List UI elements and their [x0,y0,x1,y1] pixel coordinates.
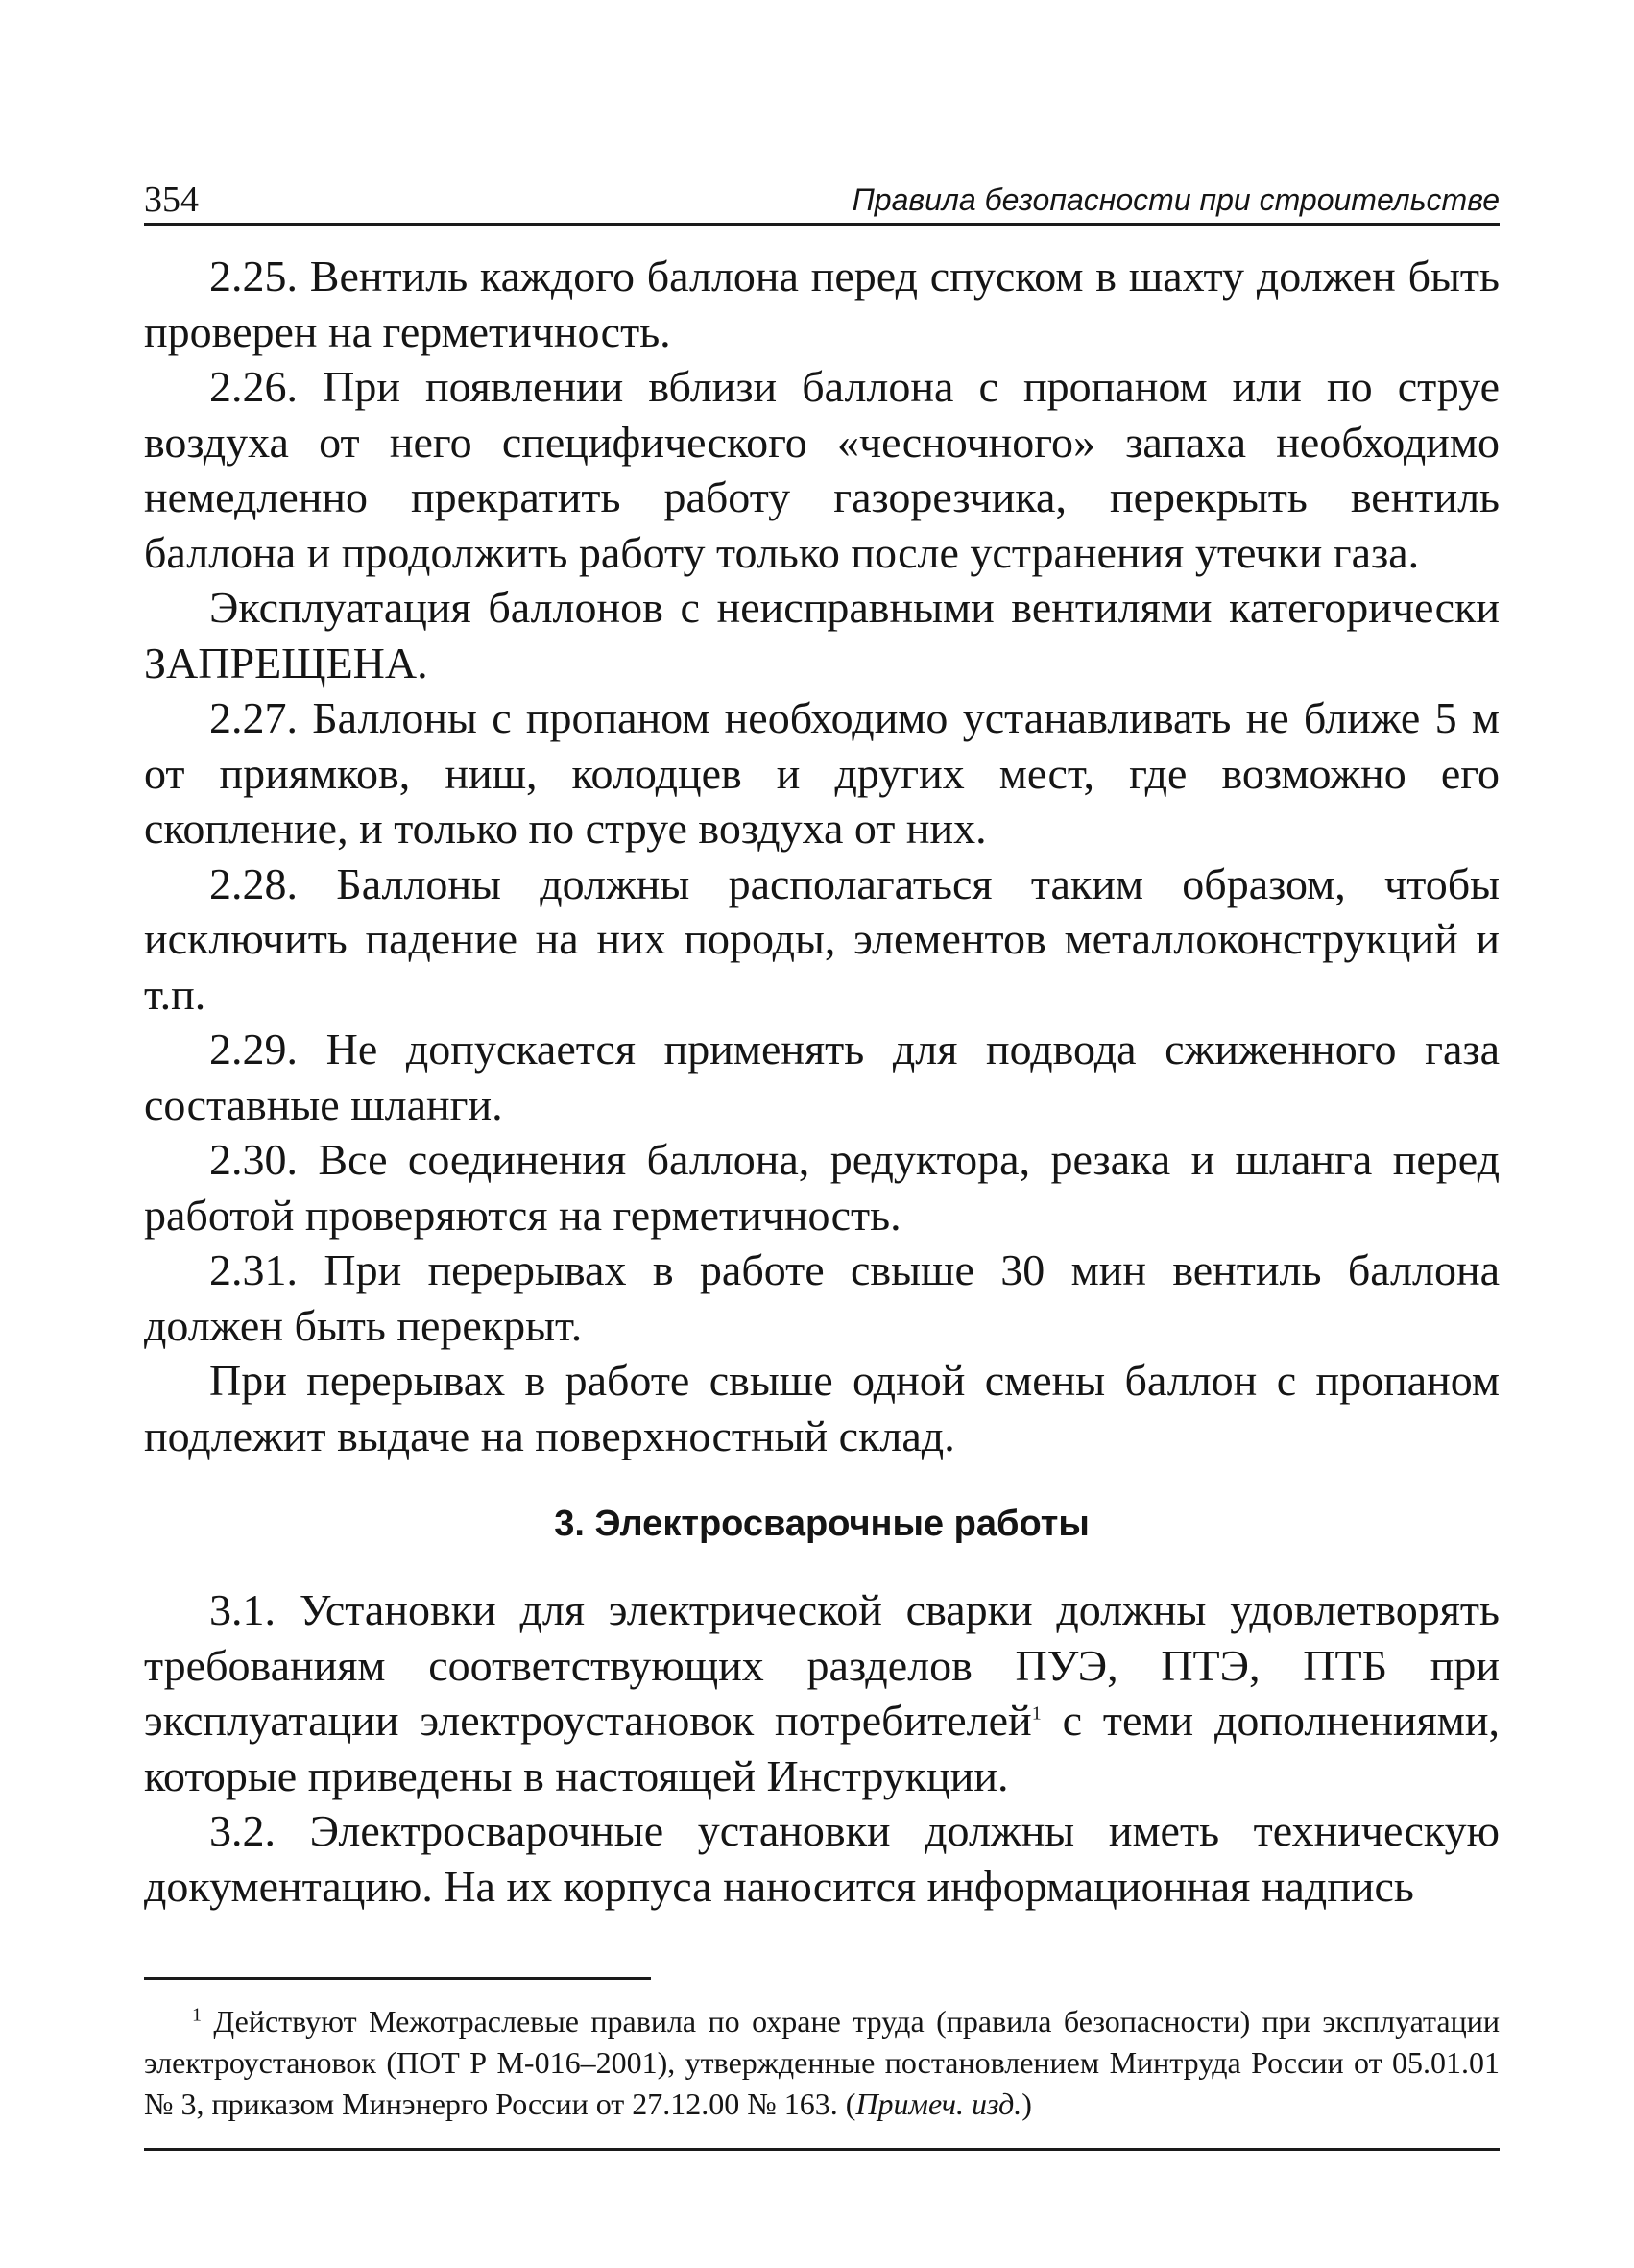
paragraph-3-1-text: 3.1. Установки для электрической сварки должны удовлетворять требованиям соответствующих разделов ПУЭ, ПТЭ, ПТБ при эксплуатации электроустановок потребителей [144,1585,1500,1745]
footnote-editor-note: Примеч. изд. [855,2087,1022,2121]
page-number: 354 [144,180,199,220]
footnote-mark: 1 [192,2004,202,2026]
book-page [144,173,1500,2151]
footnote [144,2001,1500,2125]
footnote-separator [144,1977,651,1980]
running-title: Правила безопасности при строительстве [852,182,1500,217]
paragraph-shift-break: При перерывах в работе свыше одной смены баллон с пропаном подлежит выдаче на поверхностный склад. [144,1356,1500,1460]
paragraph-3-2: 3.2. Электросварочные установки должны иметь техническую документацию. На их корпуса наносится информационная надпись [144,1806,1500,1911]
body-text [144,249,1500,1914]
paragraph-3-1 [144,1582,1500,1803]
footnote-close-paren: ) [1021,2087,1032,2121]
bottom-rule [144,2148,1500,2151]
paragraph-2-25: 2.25. Вентиль каждого баллона перед спуском в шахту должен быть проверен на герметичность. [144,252,1500,356]
section-heading: 3. Электросварочные работы [554,1504,1090,1544]
footnote-text: Действуют Межотраслевые правила по охране труда (правила безопасности) при эксплуатации электроустановок (ПОТ Р М-016–2001), утвержденные постановлением Минтруда России от 05.01.01 № 3, приказом Минэнерго России от 27.12.00 № 163. ( [144,2004,1500,2121]
paragraph-exploitation-prohibited: Эксплуатация баллонов с неисправными вентилями категорически ЗАПРЕЩЕНА. [144,583,1500,688]
paragraph-2-31: 2.31. При перерывах в работе свыше 30 мин вентиль баллона должен быть перекрыт. [144,1245,1500,1350]
paragraph-2-30: 2.30. Все соединения баллона, редуктора, резака и шланга перед работой проверяются на герметичность. [144,1135,1500,1240]
paragraph-3-1-continuation: с теми дополнениями, которые приведены в настоящей Инструкции. [144,1696,1501,1800]
paragraph-2-26: 2.26. При появлении вблизи баллона с пропаном или по струе воздуха от него специфического «чесночного» запаха необходимо немедленно прекратить работу газорезчика, перекрыть вентиль баллона и продолжить работу только после устранения утечки газа. [144,362,1500,577]
paragraph-2-27: 2.27. Баллоны с пропаном необходимо устанавливать не ближе 5 м от приямков, ниш, колодцев и других мест, где возможно его скопление, и только по струе воздуха от них. [144,693,1500,853]
footnote-reference: 1 [1031,1702,1042,1725]
paragraph-2-28: 2.28. Баллоны должны располагаться таким образом, чтобы исключить падение на них породы, элементов металлоконструкций и т.п. [144,858,1500,1019]
paragraph-2-29: 2.29. Не допускается применять для подвода сжиженного газа составные шланги. [144,1025,1500,1129]
running-header [144,173,1500,226]
